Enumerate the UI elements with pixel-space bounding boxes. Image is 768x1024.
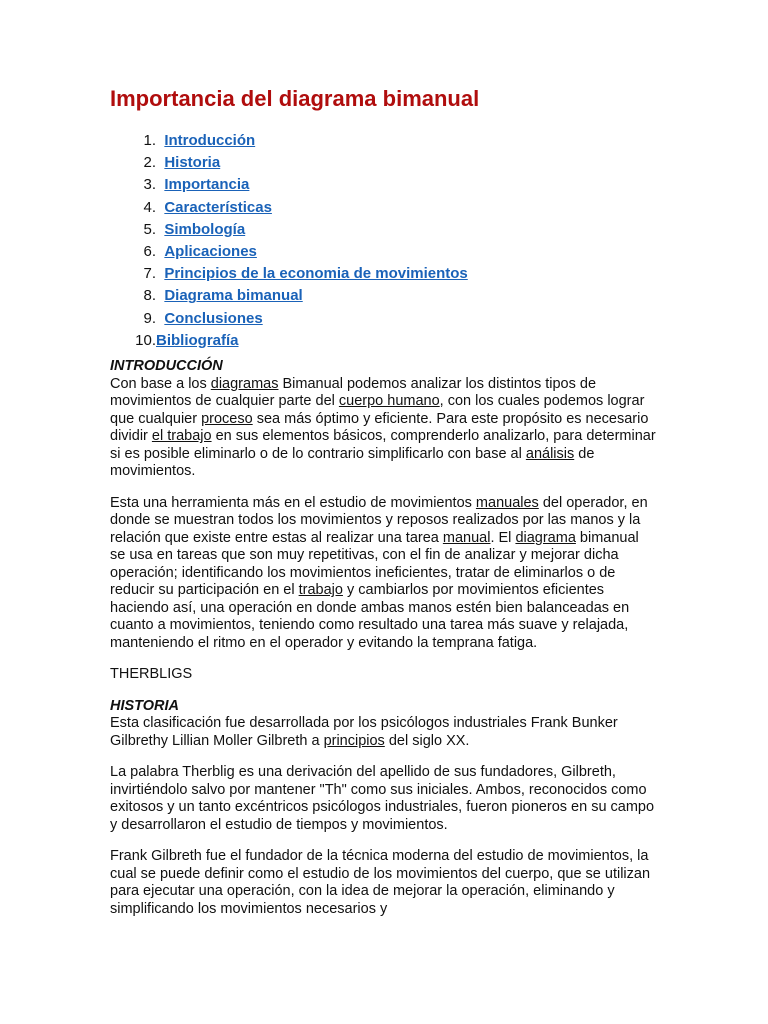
paragraph <box>110 495 658 653</box>
paragraph <box>110 715 658 750</box>
text-run: sea más óptimo y eficiente. Para este propósito es necesario dividir <box>110 410 649 445</box>
toc-item-simbologia <box>110 219 658 241</box>
text-run: Bimanual podemos analizar los distintos tipos de movimientos de cualquier parte del <box>110 375 597 410</box>
toc-item-introduccion <box>110 130 658 152</box>
link-analisis[interactable]: análisis <box>525 445 575 462</box>
toc-link-diagrama-bimanual[interactable]: Diagrama bimanual <box>164 287 303 305</box>
toc-link-importancia[interactable]: Importancia <box>164 176 250 194</box>
paragraph: Frank Gilbreth fue el fundador de la técnica moderna del estudio de movimientos, la cual se puede definir como el estudio de los movimientos del cuerpo, que se utilizan para ejecutar una operación, con la idea de mejorar la operación, eliminando y simplificando los movimientos necesarios y <box>110 848 651 917</box>
section-heading-historia: HISTORIA <box>110 697 180 714</box>
text-run: y cambiarlos por movimientos eficientes haciendo así, una operación en donde ambas manos estén bien balanceadas en cuanto a movimientos, teniendo como resultado una tarea más suave y relajada, manteniendo el ritmo en el operador y evitando la temprana fatiga. <box>110 582 630 651</box>
toc-number: 8. <box>143 287 156 305</box>
link-trabajo[interactable]: trabajo <box>298 582 343 599</box>
text-run: , con los cuales podemos lograr que cualquier <box>110 393 645 427</box>
toc-link-conclusiones[interactable]: Conclusiones <box>164 309 263 327</box>
link-proceso[interactable]: proceso <box>201 410 253 427</box>
table-of-contents <box>110 130 658 352</box>
toc-item-caracteristicas <box>110 197 658 219</box>
text-run: Esta una herramienta más en el estudio de movimientos <box>110 494 476 511</box>
toc-link-aplicaciones[interactable]: Aplicaciones <box>164 243 257 261</box>
link-diagramas[interactable]: diagramas <box>210 375 279 392</box>
toc-item-principios <box>110 263 658 285</box>
toc-item-historia <box>110 152 658 174</box>
toc-item-diagrama-bimanual <box>110 285 658 307</box>
paragraph: La palabra Therblig es una derivación del apellido de sus fundadores, Gilbreth, invirtiéndolo salvo por mantener "Th" como sus iniciales. Ambos, reconocidos como exitosos y un tanto excéntricos psicólogos industriales, fueron pioneros en su campo y desarrollaron el estudio de tiempos y movimientos. <box>110 764 655 833</box>
text-run: del siglo XX. <box>384 732 470 749</box>
link-manuales[interactable]: manuales <box>475 494 539 511</box>
paragraph <box>110 376 658 481</box>
toc-number: 3. <box>143 176 156 194</box>
section-heading-introduccion: INTRODUCCIÓN <box>110 358 223 375</box>
link-el-trabajo[interactable]: el trabajo <box>151 428 212 445</box>
text-run: bimanual se usa en tareas que son muy repetitivas, con el fin de analizar y mejorar dicha operación; identificando los movimientos ineficientes, tratar de eliminarlos o de reducir su participación en el <box>110 529 639 599</box>
toc-number: 7. <box>143 265 156 283</box>
toc-item-importancia <box>110 174 658 196</box>
text-run: . El <box>490 529 516 546</box>
toc-link-caracteristicas[interactable]: Características <box>164 198 272 216</box>
toc-link-simbologia[interactable]: Simbología <box>164 220 246 238</box>
text-run: Con base a los <box>110 375 211 392</box>
toc-number: 5. <box>143 220 156 238</box>
link-cuerpo-humano[interactable]: cuerpo humano <box>338 393 440 410</box>
toc-number: 6. <box>143 243 156 261</box>
toc-number: 2. <box>143 154 156 172</box>
toc-link-bibliografia[interactable]: Bibliografía <box>156 331 239 349</box>
toc-link-principios[interactable]: Principios de la economia de movimientos <box>164 265 468 283</box>
page-title: Importancia del diagrama bimanual <box>110 86 480 111</box>
text-run: de movimientos. <box>110 445 595 480</box>
toc-number: 10. <box>135 331 156 349</box>
toc-item-bibliografia <box>110 330 658 352</box>
toc-number: 4. <box>143 198 156 216</box>
link-principios[interactable]: principios <box>323 732 385 749</box>
toc-link-historia[interactable]: Historia <box>164 154 221 172</box>
text-run: en sus elementos básicos, comprenderlo analizarlo, para determinar si es posible eliminarlo o de lo contrario simplificarlo con base al <box>110 428 656 462</box>
link-manual[interactable]: manual <box>442 529 491 546</box>
toc-item-conclusiones <box>110 308 658 330</box>
link-diagrama[interactable]: diagrama <box>515 529 576 546</box>
toc-link-introduccion[interactable]: Introducción <box>164 132 256 149</box>
toc-number: 9. <box>143 309 156 327</box>
text-run: Esta clasificación fue desarrollada por los psicólogos industriales Frank Bunker Gilbrethy Lillian Moller Gilbreth a <box>110 715 618 749</box>
toc-number: 1. <box>143 132 156 149</box>
therbligs-label: THERBLIGS <box>110 666 193 683</box>
toc-item-aplicaciones <box>110 241 658 263</box>
text-run: del operador, en donde se muestran todos los movimientos y reposos realizados por las manos y la relación que existe entre estas al realizar una tarea <box>110 494 648 546</box>
